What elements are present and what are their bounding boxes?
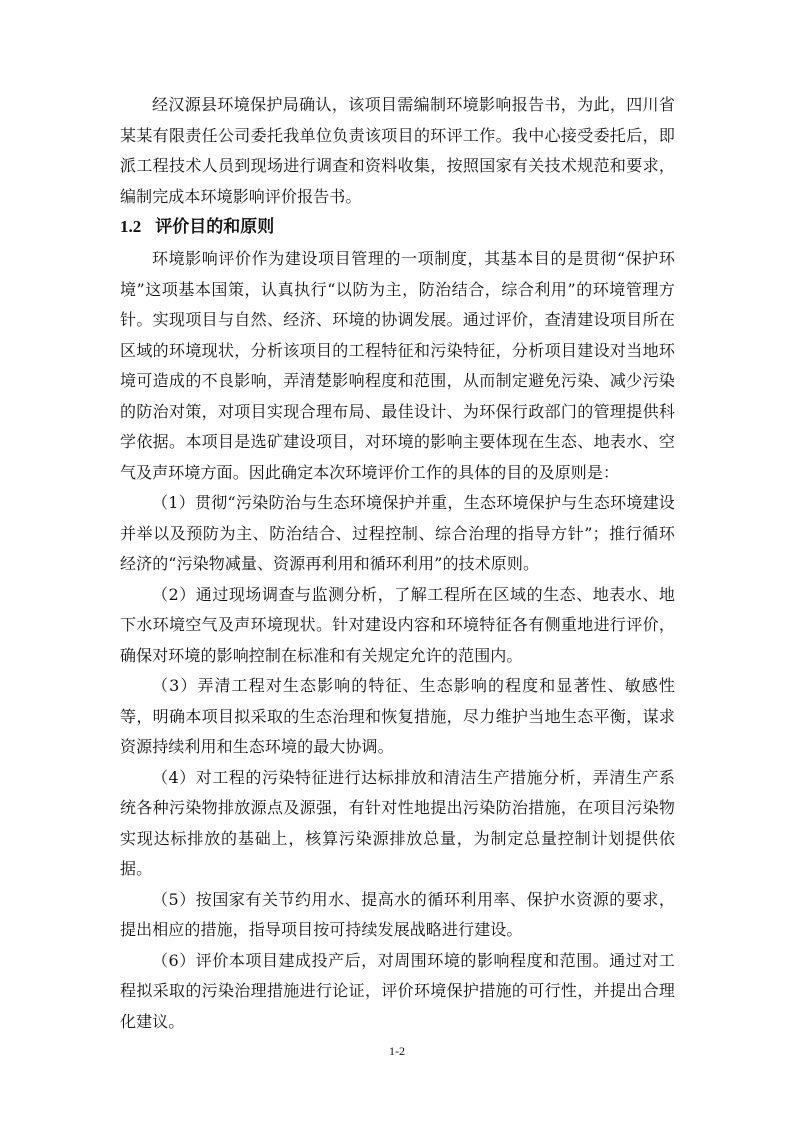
principle-item-5: （5）按国家有关节约用水、提高水的循环利用率、保护水资源的要求，提出相应的措施，指导项目按可持续发展战略进行建设。 bbox=[120, 889, 675, 939]
section-body-paragraph: 环境影响评价作为建设项目管理的一项制度，其基本目的是贯彻“保护环境”这项基本国策，认真执行“以防为主，防治结合，综合利用”的环境管理方针。实现项目与自然、经济、环境的协调发展。通过评价，查清建设项目所在区域的环境现状，分析该项目的工程特征和污染特征，分析项目建设对当地环境可造成的不良影响，弄清楚影响程度和范围，从而制定避免污染、减少污染的防治对策，对项目实现合理布局、最佳设计、为环保行政部门的管理提供科学依据。本项目是选矿建设项目，对环境的影响主要体现在生态、地表水、空气及声环境方面。因此确定本次环境评价工作的具体的目的及原则是： bbox=[120, 249, 675, 482]
section-heading bbox=[120, 212, 675, 242]
principle-item-1: （1）贯彻“污染防治与生态环境保护并重，生态环境保护与生态环境建设并举以及预防为主、防治结合、过程控制、综合治理的指导方针”；推行循环经济的“污染物减量、资源再利用和循环利用”的技术原则。 bbox=[120, 493, 675, 573]
intro-paragraph: 经汉源县环境保护局确认，该项目需编制环境影响报告书，为此，四川省某某有限责任公司委托我单位负责该项目的环评工作。我中心接受委托后，即派工程技术人员到现场进行调查和资料收集，按照国家有关技术规范和要求，编制完成本环境影响评价报告书。 bbox=[120, 95, 675, 206]
principle-item-2: （2）通过现场调查与监测分析，了解工程所在区域的生态、地表水、地下水环境空气及声环境现状。针对建设内容和环境特征各有侧重地进行评价，确保对环境的影响控制在标准和有关规定允许的范围内。 bbox=[120, 584, 675, 665]
page-number: 1-2 bbox=[389, 1044, 405, 1058]
section-title: 评价目的和原则 bbox=[155, 217, 275, 237]
section-number: 1.2 bbox=[120, 217, 142, 236]
principle-item-6: （6）评价本项目建成投产后，对周围环境的影响程度和范围。通过对工程拟采取的污染治理措施进行论证，评价环境保护措施的可行性，并提出合理化建议。 bbox=[120, 950, 675, 1031]
principle-item-4: （4）对工程的污染特征进行达标排放和清洁生产措施分析，弄清生产系统各种污染物排放源点及源强，有针对性地提出污染防治措施，在项目污染物实现达标排放的基础上，核算污染源排放总量，为制定总量控制计划提供依据。 bbox=[120, 767, 675, 878]
principle-item-3: （3）弄清工程对生态影响的特征、生态影响的程度和显著性、敏感性等，明确本项目拟采取的生态治理和恢复措施，尽力维护当地生态平衡，谋求资源持续利用和生态环境的最大协调。 bbox=[120, 676, 675, 756]
page-content bbox=[120, 90, 675, 1037]
